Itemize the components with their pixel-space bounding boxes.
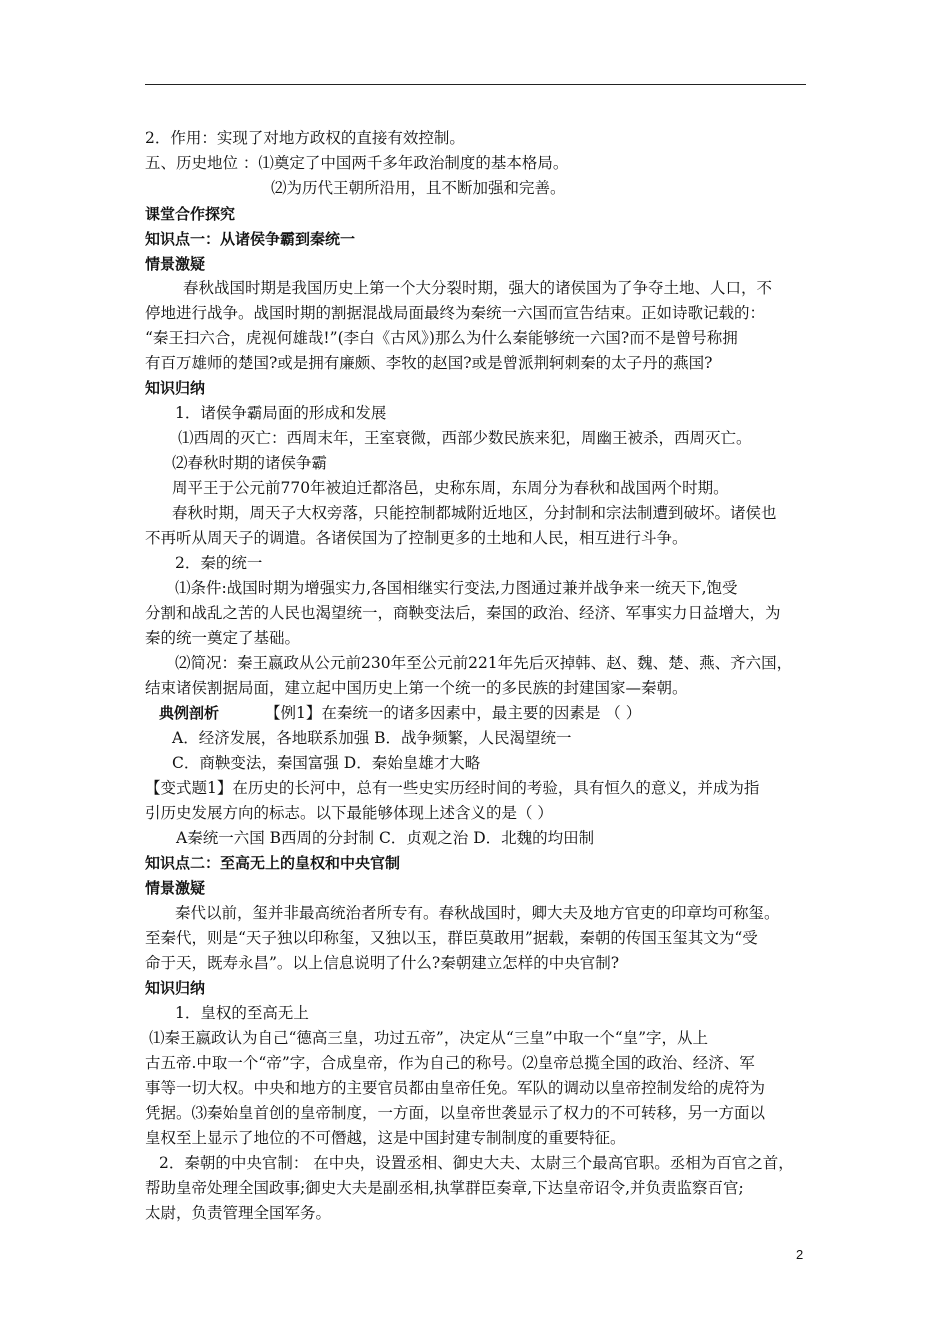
text-line: ⑴西周的灭亡：西周末年，王室衰微，西部少数民族来犯，周幽王被杀，西周灭亡。 bbox=[178, 429, 752, 447]
text-line: 秦代以前，玺并非最高统治者所专有。春秋战国时，卿大夫及地方官吏的印章均可称玺。 bbox=[175, 904, 780, 922]
text-line: 古五帝.中取一个“帝”字，合成皇帝，作为自己的称号。⑵皇帝总揽全国的政治、经济、军 bbox=[145, 1054, 755, 1072]
section-heading: 情景激疑 bbox=[145, 879, 206, 897]
text-line: 1．皇权的至高无上 bbox=[175, 1004, 309, 1022]
text-line: 皇权至上显示了地位的不可僭越，这是中国封建专制制度的重要特征。 bbox=[145, 1129, 626, 1147]
text-line: 1．诸侯争霸局面的形成和发展 bbox=[175, 404, 387, 422]
text-line: 2．秦朝的中央官制： 在中央，设置丞相、御史大夫、太尉三个最高官职。丞相为百官之首， bbox=[159, 1154, 794, 1172]
section-heading: 知识归纳 bbox=[145, 979, 206, 997]
text-line: 春秋时期，周天子大权旁落，只能控制都城附近地区，分封制和宗法制遭到破坏。诸侯也 bbox=[172, 504, 777, 522]
section-heading: 课堂合作探究 bbox=[145, 205, 236, 223]
text-line: 【例1】在秦统一的诸多因素中，最主要的因素是 （ ） bbox=[265, 704, 642, 722]
text-line: 命于天，既寿永昌”。以上信息说明了什么?秦朝建立怎样的中央官制? bbox=[145, 954, 620, 972]
text-line: ⑵简况：秦王嬴政从公元前230年至公元前221年先后灭掉韩、赵、魏、楚、燕、齐六国， bbox=[175, 654, 793, 672]
text-line: C．商鞅变法，秦国富强 D．秦始皇雄才大略 bbox=[172, 754, 481, 772]
text-line: 停地进行战争。战国时期的割据混战局面最终为秦统一六国而宣告结束。正如诗歌记载的： bbox=[145, 304, 766, 322]
text-line: 周平王于公元前770年被迫迁都洛邑，史称东周，东周分为春秋和战国两个时期。 bbox=[172, 479, 729, 497]
section-heading: 知识点一：从诸侯争霸到秦统一 bbox=[145, 230, 356, 248]
text-line: 有百万雄师的楚国?或是拥有廉颇、李牧的赵国?或是曾派荆轲刺秦的太子丹的燕国? bbox=[145, 354, 713, 372]
text-line: 分割和战乱之苦的人民也渴望统一，商鞅变法后，秦国的政治、经济、军事实力日益增大，为 bbox=[145, 604, 781, 622]
text-line: ⑴条件:战国时期为增强实力,各国相继实行变法,力图通过兼并战争来一统天下,饱受 bbox=[175, 579, 738, 597]
text-line: ⑴秦王嬴政认为自己“德高三皇，功过五帝”，决定从“三皇”中取一个“皇”字，从上 bbox=[149, 1029, 709, 1047]
text-line: 2．秦的统一 bbox=[175, 554, 263, 572]
text-line: 五、历史地位 ：⑴奠定了中国两千多年政治制度的基本格局。 bbox=[145, 154, 569, 172]
header-rule bbox=[145, 84, 806, 85]
page-number: 2 bbox=[796, 1247, 804, 1262]
text-line: ⑵春秋时期的诸侯争霸 bbox=[172, 454, 328, 472]
section-heading: 知识点二：至高无上的皇权和中央官制 bbox=[145, 854, 401, 872]
text-line: 2．作用：实现了对地方政权的直接有效控制。 bbox=[145, 129, 465, 147]
text-line: A秦统一六国 B西周的分封制 C．贞观之治 D．北魏的均田制 bbox=[176, 829, 595, 847]
text-line: 至秦代，则是“天子独以印称玺，又独以玉，群臣莫敢用”据载，秦朝的传国玉玺其文为“受 bbox=[145, 929, 758, 947]
text-line: 事等一切大权。中央和地方的主要官员都由皇帝任免。军队的调动以皇帝控制发给的虎符为 bbox=[145, 1079, 766, 1097]
text-line: A．经济发展，各地联系加强 B．战争频繁，人民渴望统一 bbox=[172, 729, 572, 747]
text-line: 秦的统一奠定了基础。 bbox=[145, 629, 301, 647]
section-heading: 典例剖析 bbox=[159, 704, 220, 722]
text-line: “秦王扫六合，虎视何雄哉!”(李白《古风》)那么为什么秦能够统一六国?而不是曾号称拥 bbox=[145, 329, 738, 347]
text-line: 结束诸侯割据局面，建立起中国历史上第一个统一的多民族的封建国家—秦朝。 bbox=[145, 679, 688, 697]
text-line: 太尉，负责管理全国军务。 bbox=[145, 1204, 332, 1222]
text-line: 帮助皇帝处理全国政事;御史大夫是副丞相,执掌群臣奏章,下达皇帝诏令,并负责监察百官; bbox=[145, 1179, 744, 1197]
text-line: 不再听从周天子的调遣。各诸侯国为了控制更多的土地和人民，相互进行斗争。 bbox=[145, 529, 688, 547]
text-line: 【变式题1】在历史的长河中，总有一些史实历经时间的考验，具有恒久的意义，并成为指 bbox=[145, 779, 760, 797]
section-heading: 知识归纳 bbox=[145, 379, 206, 397]
text-line: 春秋战国时期是我国历史上第一个大分裂时期，强大的诸侯国为了争夺土地、人口，不 bbox=[183, 279, 773, 297]
section-heading: 情景激疑 bbox=[145, 255, 206, 273]
text-line: 引历史发展方向的标志。以下最能够体现上述含义的是（ ） bbox=[145, 804, 553, 822]
text-line: ⑵为历代王朝所沿用，且不断加强和完善。 bbox=[271, 179, 566, 197]
text-line: 凭据。⑶秦始皇首创的皇帝制度，一方面，以皇帝世袭显示了权力的不可转移，另一方面以 bbox=[145, 1104, 766, 1122]
